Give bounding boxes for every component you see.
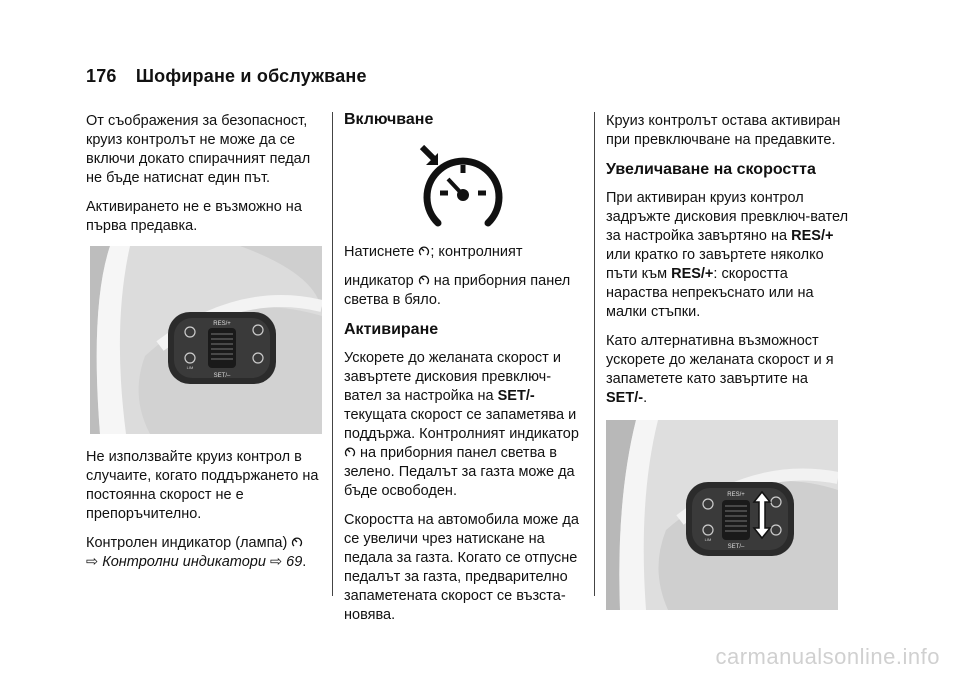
page-reference[interactable]: 69 [286,554,303,570]
paragraph: Круиз контролът остава активиран при превключване на предавките. [606,113,841,148]
cruise-control-icon [418,245,430,257]
cross-reference-link[interactable]: Контролни индикатори [102,554,266,570]
set-label: SET/– [727,544,745,550]
res-label: RES/+ [727,492,745,498]
paragraph: Натиснете ; контролният [344,244,523,260]
res-label: RES/+ [213,321,231,327]
paragraph: От съображения за безопасност, круиз контролът не може да се включи докато спирачният педал не бъде натиснат един път. [86,113,311,186]
paragraph: Активирането не е възможно на първа предавка. [86,199,302,234]
lim-label: LIM [186,365,194,370]
paragraph: индикатор на приборния панел светва в бяло. [344,273,571,308]
paragraph: Скоростта на автомобила може да се увеличи чрез натискане на педала за газта. Когато се отпусне педалът за газта, предварително запаметената скорост се възста-новява. [344,512,579,623]
column-divider [332,112,333,596]
section-heading: Увеличаване на скоростта [606,161,816,178]
page-header [86,66,367,87]
steering-wheel-illustration [606,420,838,610]
column-middle [344,110,582,635]
arrow-ref-icon: ⇨ [86,554,99,570]
paragraph: При активиран круиз контрол задръжте дисковия превключ-вател за настройка завъртяно на RES/+ или кратко го завъртете няколко пъти към RES/+: скоростта нараства непрекъснато или на малки стъпки. [606,190,849,320]
cruise-control-icon [418,145,508,235]
section-heading: Активиране [344,321,439,338]
steering-wheel-image [606,420,838,610]
set-label: SET/– [213,373,231,379]
column-left [86,112,324,582]
column-right [606,112,851,610]
section-heading: Включване [344,111,434,128]
page-number: 176 [86,66,117,86]
paragraph: Не използвайте круиз контрол в случаите, когато поддържането на постоянна скорост не е препоръчително. [86,449,319,522]
steering-wheel-image [90,246,322,434]
watermark: carmanualsonline.info [715,644,940,669]
column-divider [594,112,595,596]
paragraph: Ускорете до желаната скорост и завъртете дисковия превключ-вател за настройка на SET/- текущата скорост се запаметява и поддържа. Контролният индикатор на приборния панел светва в зелено. Педалът за газта може да бъде освободен. [344,350,579,499]
cruise-control-icon [291,536,303,548]
page-title: Шофиране и обслужване [135,66,367,86]
lim-label: LIM [704,537,712,542]
paragraph: Като алтернативна възможност ускорете до желаната скорост и я запаметете като завъртите на SET/-. [606,333,834,406]
cruise-control-icon [344,446,356,458]
arrow-ref-icon: ⇨ [269,554,283,570]
cruise-control-symbol [418,145,508,235]
paragraph-indicator-ref: Контролен индикатор (лампа) ⇨ Контролни индикатори ⇨ 69. [86,535,307,570]
cruise-control-icon [418,274,430,286]
steering-wheel-illustration [90,246,322,434]
